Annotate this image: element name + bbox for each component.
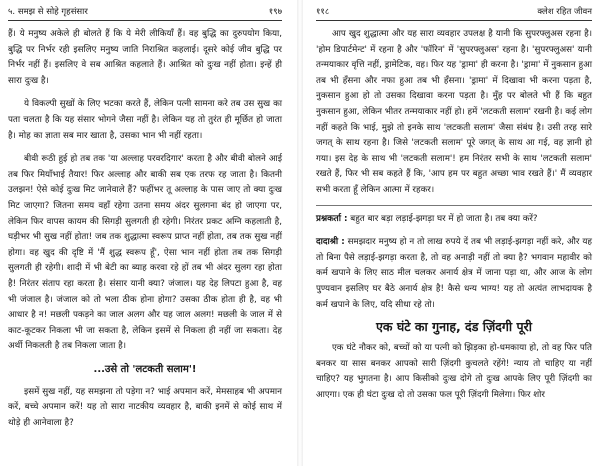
left-page-number: १९७ [268,7,282,17]
right-page-number: ११८ [316,7,330,17]
question-text: बहुत बार बड़ा लड़ाई-झगड़ा घर में हो जाता है। तब क्या करें? [350,213,538,224]
divider [316,205,592,206]
right-paragraph-2: एक घंटे नौकर को, बच्चों को या पत्नी को झिड़का हो-धमकाया हो, तो वह फिर पति बनकर या सास बनकर आपको सारी ज़िंदगी कुचलते रहेंगे! न्याय तो चाहिए या नहीं चाहिए? यह भुगतना है। आप किसीको दुःख दोगे तो दुःख आपके लिए पूरी ज़िंदगी का आएगा। एक ही घंटा दुःख दो तो उसका फल पूरी ज़िंदगी मिलेगा। फिर शोर [316,343,592,400]
left-running-title: ५. समझ से सोहे गृहसंसार [8,7,88,17]
dadashri-label: दादाश्री : [316,237,345,248]
right-paragraph-1: आप खुद शुद्धात्मा और यह सारा व्यवहार उपलक्ष है यानी कि सुपरफ्लुअस रहना है। 'होम डिपार्टमेन्ट' में रहना है और 'फॉरिन' में 'सुपरफ्लुअस' रहना है। 'सुपरफ्लुअस' यानी तन्मयाकार वृत्ति नहीं, ड्रामेटिक, वह। फिर यह 'ड्रामा' ही करना है। 'ड्रामा' में नुकसान हुआ तब भी हँसना और नफा हुआ तब भी हँसना। 'ड्रामा' में दिखावा भी करना पड़ता है, नुकसान हुआ हो तो उसका दिखावा करना पड़ता है। मुँह पर बोलते भी हैं कि बहुत नुकसान हुआ, लेकिन भीतर तन्मयाकार नहीं हो। हमें 'लटकती सलाम' रखनी है। कई लोग नहीं कहते कि भाई, मुझे तो इनके साथ 'लटकती सलाम' जैसा संबंध है। उसी तरह सारे जगत् के साथ रहना है। जिसे 'लटकती सलाम' पूरे जगत् के साथ आ गई, वह ज्ञानी हो गया। इस देह के साथ भी 'लटकती सलाम'! हम निरंतर सभी के साथ 'लटकती सलाम' रखते हैं, फिर भी सब कहते हैं कि, 'आप हम पर बहुत अच्छा भाव रखते हैं।' मैं व्यवहार सभी करता हूँ लेकिन आत्मा में रहकर। [316,29,592,195]
page-gutter [297,0,303,466]
left-paragraph-1: हैं। ये मनुष्य अकेले ही बोलते हैं कि ये मेरी लीकियाँ हैं। वह बुद्धि का दुरुपयोग किया, बुद्धि पर निर्भर रही इसलिए मनुष्य जाति निराश्रित कहलाई। दूसरे कोई जीव बुद्धि पर निर्भर नहीं हैं। इसलिए वे सब आश्रित कहलाते हैं। आश्रित को दुःख नहीं होता। इन्हें ही सारा दुःख है। [8,29,282,86]
left-page [0,0,294,466]
right-page [306,0,600,466]
left-paragraph-4: इसमें सुख नहीं, यह समझना तो पड़ेगा न? भाई अपमान करें, मेमसाहब भी अपमान करें, बच्चे अपमान करें! यह तो सारा नाटकीय व्यवहार है, बाकी इनमें से कोई साथ में थोड़े ही आनेवाला है? [8,386,282,429]
left-page-header [8,6,282,21]
left-section-title: ...उसे तो 'लटकती सलाम'! [93,363,197,375]
questioner-label: प्रश्नकर्ता : [316,213,348,224]
right-chapter-title: एक घंटे का गुनाह, दंड ज़िंदगी पूरी [376,319,532,335]
question-block [316,212,592,228]
right-running-title: क्लेश रहित जीवन [537,7,592,17]
answer-text: समझदार मनुष्य हो न तो लाख रुपये दें तब भी लड़ाई-झगड़ा नहीं करे, और यह तो बिना पैसे लड़ाई-झगड़ा करता है, तो वह अनाड़ी नहीं तो क्या है? भगवान महावीर को कर्म खपाने के लिए साठ मील चलकर अनार्य क्षेत्र में जाना पड़ा था, और आज के लोग पुण्यवान इसलिए घर बैठे अनार्य क्षेत्र है! कैसे धन्य भाग्य! यह तो अत्यंत लाभदायक है कर्म खपाने के लिए, यदि सीधा रहे तो। [316,237,592,310]
left-paragraph-2: ये विकल्पी सुखों के लिए भटका करते हैं, लेकिन पत्नी सामना करे तब उस सुख का पता चलता है कि यह संसार भोगने जैसा नहीं है। लेकिन यह तो तुरंत ही मूर्छित हो जाता है। मोह का ज्ञाता सब मार खाता है, उसका भान भी नहीं रहता। [8,99,282,141]
right-page-header [316,6,592,21]
answer-block [316,235,592,313]
left-paragraph-3: बीवी रूठी हुई हो तब तक 'या अल्लाह परवरदिगार' करता है और बीवी बोलने आई तब फिर मियाँभाई तैयार! फिर अल्लाह और बाकी सब एक तरफ रह जाता है। कितनी उलझन! ऐसे कोई दुःख मिट जानेवाले हैं? फहींभर तू अल्लाह के पास जाए तो क्या दुःख मिट जाएगा? जितना समय वहाँ रहेगा उतना समय अंदर सुलगना बंद हो जाएगा पर, लेकिन फिर वापस कायम की सिगड़ी सुलगती ही रहेगी। निरंतर प्रकट अग्नि कहलाती है, घड़ीभर भी सुख नहीं होता! जब तक शुद्धात्मा स्वरूप प्राप्त नहीं होता, तब तक सुख नहीं होगा। वह खुद की दृष्टि में 'मैं शुद्ध स्वरूप हूँ', ऐसा भान नहीं होता तब तक सिगड़ी सुलगती ही रहेगी। शादी में भी बेटी का ब्याह करवा रहे हों तब भी अंदर सुलग रहा होता है! निरंतर संताप रहा करता है। संसार यानी क्या? जंजाल। यह देह लिपटा हुआ है, वह भी जंजाल है। जंजाल को तो भला ठीक होना होगा? उसका ठीक होता ही है, वह भी आधार है न! मछली पकड़ने का जाल अलग और यह जाल अलग! मछली के जाल में से काट-कूटकर निकला भी जा सकता है, लेकिन इसमें से निकला ही नहीं जा सकता। देह अर्थी निकलती है तब निकला जाता है। [8,154,282,352]
